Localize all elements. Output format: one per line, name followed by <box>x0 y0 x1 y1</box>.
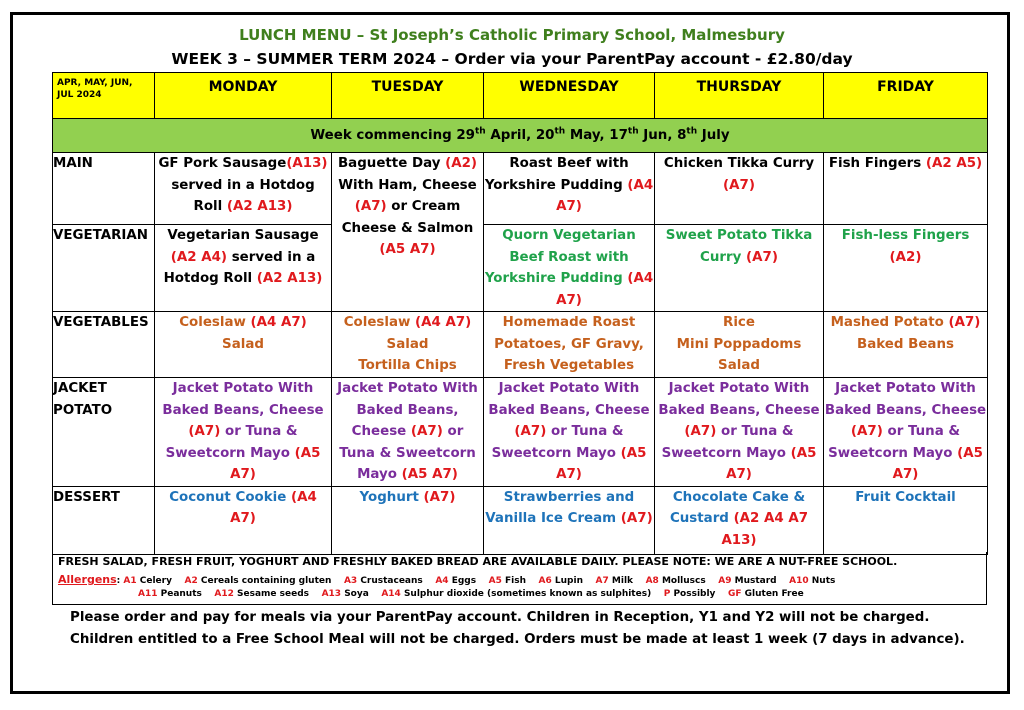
allergen-code: A9 <box>718 576 735 586</box>
menu-text-segment: Salad <box>386 336 429 352</box>
vegetarian-wed <box>484 225 655 312</box>
menu-text-segment: Tortilla Chips <box>358 358 457 373</box>
menu-text-segment: Homemade Roast Potatoes, GF Gravy, Fresh Vegetables <box>494 315 644 373</box>
menu-text-segment: Quorn Vegetarian Beef Roast with Yorkshire Pudding <box>484 228 636 286</box>
allergen-code: GF <box>727 589 745 599</box>
dessert-mon <box>155 486 332 554</box>
allergen-name: Lupin <box>554 576 596 586</box>
week-commencing: Week commencing 29th April, 20th May, 17th Jun, 8th July <box>53 119 988 153</box>
menu-text-segment: (A7) <box>746 249 778 265</box>
allergens-line-1: Allergens: A1 Celery A2 Cereals containing gluten A3 Crustaceans A4 Eggs A5 Fish A6 Lupin A7 Milk A8 Molluscs A9 Mustard A10 Nuts <box>58 573 845 586</box>
allergen-code: A2 <box>184 576 201 586</box>
allergen-code: A7 <box>595 576 612 586</box>
allergen-code: A10 <box>789 576 812 586</box>
menu-text-segment: Baguette Day <box>337 156 446 171</box>
dessert-tue <box>332 486 484 554</box>
allergen-code: A1 <box>123 576 140 586</box>
main-fri <box>824 153 988 225</box>
jacket-wed <box>484 378 655 487</box>
vegetarian-thu <box>655 225 824 312</box>
menu-text-segment: (A2) <box>889 249 922 265</box>
menu-text-segment: Jacket Potato With Baked Beans, Cheese <box>824 381 987 418</box>
menu-text-segment: Chocolate Cake & Custard <box>669 489 806 526</box>
allergen-name: Sesame seeds <box>237 589 322 599</box>
allergen-code: A5 <box>488 576 505 586</box>
allergen-name: Celery <box>139 576 185 586</box>
menu-text-segment: (A4 A7) <box>415 315 472 330</box>
menu-text-segment: (A2 A5) <box>925 156 983 171</box>
menu-text-segment: (A5 A7) <box>892 445 983 482</box>
menu-text-segment: or Tuna & Sweetcorn Mayo <box>339 424 476 482</box>
jacket-tue <box>332 378 484 487</box>
allergen-code: A8 <box>645 576 662 586</box>
menu-text-segment: served in a Hotdog Roll <box>171 177 315 214</box>
ordering-note-2: Children entitled to a Free School Meal will not be charged. Orders must be made at least 1 week (7 days in advance). <box>70 632 965 647</box>
main-mon <box>155 153 332 225</box>
allergen-name: Soya <box>344 589 382 599</box>
allergen-name: Nuts <box>811 576 845 586</box>
menu-text-segment: Vegetarian Sausage <box>167 228 319 243</box>
menu-text-segment: Rice <box>723 315 755 330</box>
vegetables-fri <box>824 312 988 378</box>
menu-text-segment: (A7) <box>620 511 653 526</box>
menu-text-segment: or Tuna & Sweetcorn Mayo <box>661 424 794 461</box>
vegetables-wed <box>484 312 655 378</box>
availability-note: FRESH SALAD, FRESH FRUIT, YOGHURT AND FRESHLY BAKED BREAD ARE AVAILABLE DAILY. PLEASE NOTE: WE ARE A NUT-FREE SCHOOL. <box>58 555 898 568</box>
menu-text-segment: Fish-less Fingers <box>841 228 970 243</box>
allergens-label: Allergens <box>58 573 117 586</box>
vegetarian-row <box>53 225 988 312</box>
allergen-name: Possibly <box>673 589 728 599</box>
day-friday: FRIDAY <box>824 73 988 119</box>
week-commencing-row <box>53 119 988 153</box>
menu-text-segment: or Tuna & Sweetcorn Mayo <box>165 424 298 461</box>
menu-text-segment: Jacket Potato With Baked Beans, Cheese <box>658 381 820 418</box>
menu-text-segment: Mini Poppadoms <box>676 336 802 352</box>
row-label-vegetables: VEGETABLES <box>53 312 155 378</box>
vegetarian-mon <box>155 225 332 312</box>
menu-text-segment: Jacket Potato With Baked Beans, Cheese <box>162 381 324 418</box>
term-dates-label: APR, MAY, JUN, JUL 2024 <box>53 73 155 119</box>
main-thu <box>655 153 824 225</box>
menu-text-segment: (A13) <box>286 156 328 171</box>
dessert-fri <box>824 486 988 554</box>
day-monday: MONDAY <box>155 73 332 119</box>
menu-text-segment: (A5 A7) <box>556 445 647 482</box>
menu-text-segment: (A5 A7) <box>726 445 817 482</box>
vegetables-row <box>53 312 988 378</box>
allergen-name: Molluscs <box>661 576 719 586</box>
menu-text-segment: (A5 A7) <box>379 242 436 257</box>
allergen-name: Milk <box>611 576 646 586</box>
menu-table <box>52 72 988 555</box>
menu-text-segment: Mashed Potato <box>830 315 949 330</box>
menu-title: LUNCH MENU – St Joseph’s Catholic Primary School, Malmesbury <box>239 26 785 44</box>
vegetables-thu <box>655 312 824 378</box>
allergen-code: P <box>663 589 674 599</box>
menu-text-segment: (A2 A13) <box>256 271 323 286</box>
menu-text-segment: Coconut Cookie <box>169 489 291 505</box>
menu-text-segment: (A7) <box>850 424 883 439</box>
menu-text-segment: (A7) <box>514 424 547 439</box>
menu-text-segment: (A4 A7) <box>230 489 317 526</box>
allergens-list-1 <box>123 576 844 586</box>
footer-box <box>52 552 987 605</box>
menu-text-segment: (A2) <box>445 156 478 171</box>
day-wednesday: WEDNESDAY <box>484 73 655 119</box>
day-tuesday: TUESDAY <box>332 73 484 119</box>
allergen-name: Mustard <box>734 576 790 586</box>
menu-text-segment: Salad <box>222 336 264 352</box>
menu-text-segment: Salad <box>718 358 760 373</box>
menu-text-segment: (A5 A7) <box>401 467 458 482</box>
allergen-name: Sulphur dioxide (sometimes known as sulphites) <box>403 589 664 599</box>
menu-text-segment: Sweet Potato Tikka Curry <box>665 228 813 265</box>
allergen-name: Crustaceans <box>360 576 436 586</box>
allergen-code: A14 <box>381 589 404 599</box>
day-header-row <box>53 73 988 119</box>
main-tue <box>332 153 484 312</box>
row-label-dessert: DESSERT <box>53 486 155 554</box>
allergen-name: Cereals containing gluten <box>200 576 344 586</box>
day-thursday: THURSDAY <box>655 73 824 119</box>
menu-text-segment: (A7) <box>354 199 387 214</box>
jacket-thu <box>655 378 824 487</box>
dessert-row <box>53 486 988 554</box>
ordering-note-1: Please order and pay for meals via your ParentPay account. Children in Reception, Y1 and Y2 will not be charged. <box>70 610 930 625</box>
menu-text-segment: (A2 A4) <box>170 249 228 265</box>
allergen-code: A12 <box>214 589 238 599</box>
menu-text-segment: Fish Fingers <box>828 156 926 171</box>
dessert-wed <box>484 486 655 554</box>
jacket-mon <box>155 378 332 487</box>
menu-text-segment: Roast Beef with Yorkshire Pudding <box>484 156 629 193</box>
row-label-main: MAIN <box>53 153 155 225</box>
menu-text-segment: With Ham, Cheese <box>338 177 477 193</box>
jacket-row <box>53 378 988 487</box>
menu-text-segment: (A7) <box>948 315 981 330</box>
menu-text-segment: Yoghurt <box>359 489 424 505</box>
menu-text-segment: (A7) <box>723 177 755 193</box>
main-wed <box>484 153 655 225</box>
menu-text-segment: Jacket Potato With Baked Beans, Cheese <box>488 381 650 418</box>
menu-text-segment: (A7) <box>188 424 221 439</box>
dessert-thu <box>655 486 824 554</box>
allergen-code: A6 <box>538 576 555 586</box>
menu-text-segment: (A4 A7) <box>556 271 654 308</box>
menu-text-segment: (A7) <box>423 489 456 505</box>
menu-text-segment: GF Pork Sausage <box>158 156 287 171</box>
menu-text-segment: Coleslaw <box>179 315 251 330</box>
menu-text-segment: Strawberries and Vanilla Ice Cream <box>485 489 635 526</box>
vegetables-tue <box>332 312 484 378</box>
menu-text-segment: (A2 A4 A7 A13) <box>721 511 809 548</box>
menu-subtitle: WEEK 3 – SUMMER TERM 2024 – Order via your ParentPay account - £2.80/day <box>171 50 853 68</box>
allergen-name: Eggs <box>451 576 489 586</box>
allergen-code: A3 <box>343 576 361 586</box>
allergen-name: Peanuts <box>160 589 215 599</box>
row-label-vegetarian: VEGETARIAN <box>53 225 155 312</box>
menu-text-segment: Fruit Cocktail <box>855 489 956 505</box>
main-row <box>53 153 988 225</box>
allergen-code: A11 <box>138 589 161 599</box>
vegetables-mon <box>155 312 332 378</box>
allergen-code: A4 <box>435 576 452 586</box>
menu-text-segment: (A7) <box>410 424 443 439</box>
allergen-code: A13 <box>321 589 345 599</box>
menu-text-segment: Jacket Potato With Baked Beans, Cheese <box>337 381 478 439</box>
allergen-name: Fish <box>505 576 539 586</box>
menu-text-segment: (A4 A7) <box>556 177 654 214</box>
allergen-name: Gluten Free <box>744 589 814 599</box>
menu-text-segment: (A7) <box>684 424 717 439</box>
menu-text-segment: Coleslaw <box>343 315 416 330</box>
menu-text-segment: (A4 A7) <box>250 315 307 330</box>
menu-text-segment: (A5 A7) <box>230 445 321 482</box>
jacket-fri <box>824 378 988 487</box>
menu-text-segment: or Tuna & Sweetcorn Mayo <box>491 424 624 461</box>
menu-text-segment: or Tuna & Sweetcorn Mayo <box>828 424 961 461</box>
menu-text-segment: or Cream Cheese & Salmon <box>341 199 474 236</box>
allergens-line-2 <box>138 589 813 599</box>
vegetarian-fri <box>824 225 988 312</box>
menu-text-segment: Baked Beans <box>857 336 954 352</box>
menu-text-segment: Chicken Tikka Curry <box>663 156 815 171</box>
menu-text-segment: served in a Hotdog Roll <box>163 249 316 286</box>
row-label-jacket: JACKET POTATO <box>53 378 155 487</box>
menu-text-segment: (A2 A13) <box>226 199 293 214</box>
